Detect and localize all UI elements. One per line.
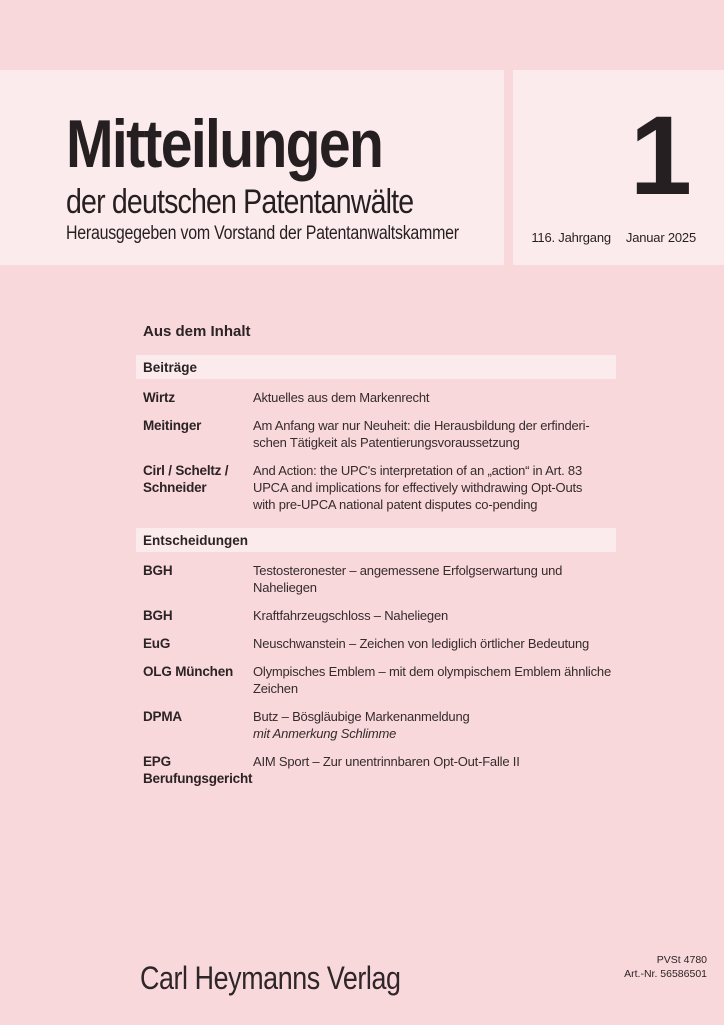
- toc-entry-note: mit Anmerkung Schlimme: [253, 726, 397, 741]
- toc-entry-title: Olympisches Emblem – mit dem olympischem Emblem ähnliche Zeichen: [253, 664, 611, 696]
- print-codes: [624, 954, 707, 981]
- toc-entry: [136, 753, 724, 787]
- toc-entry-title: Am Anfang war nur Neuheit: die Herausbildung der erfinderi- schen Tätigkeit als Patentierungsvoraussetzung: [253, 418, 590, 450]
- toc-entry-author: Cirl / Scheltz / Schneider: [143, 463, 229, 495]
- toc-entry-title: Butz – Bösgläubige Markenanmeldung: [253, 709, 470, 724]
- toc-entry: [136, 389, 724, 406]
- toc-entry-author: EPG Berufungsgericht: [143, 754, 253, 786]
- toc-entry-author: Meitinger: [143, 418, 202, 433]
- publisher-name: [140, 962, 450, 994]
- publisher-line-text: Herausgegeben vom Vorstand der Patentanwaltskammer: [66, 223, 459, 244]
- issue-panel: [513, 70, 724, 265]
- toc-entry-title: Kraftfahrzeugschloss – Naheliegen: [253, 608, 449, 623]
- issue-meta: [531, 230, 696, 245]
- section-label: Entscheidungen: [143, 532, 249, 548]
- toc-entry: [136, 607, 724, 624]
- issue-number: 1: [629, 93, 692, 218]
- publisher-line: [66, 224, 504, 245]
- toc-entry: [136, 635, 724, 652]
- toc-entry: [136, 708, 724, 742]
- toc-entry-title-with-note: [253, 708, 723, 742]
- postal-code: PVSt 4780: [656, 954, 707, 966]
- section-entries-entscheidungen: [136, 562, 724, 787]
- toc-entry-title: Aktuelles aus dem Markenrecht: [253, 390, 430, 405]
- journal-subtitle-text: der deutschen Patentanwälte: [66, 183, 414, 221]
- section-entries-beitraege: [136, 389, 724, 513]
- toc-heading: Aus dem Inhalt: [143, 323, 251, 340]
- toc-entry-title: Neuschwanstein – Zeichen von lediglich örtlicher Bedeutung: [253, 636, 589, 651]
- masthead-panel: [0, 70, 504, 265]
- toc-entry-author: OLG München: [143, 664, 234, 679]
- toc-entry-author: Wirtz: [143, 390, 175, 405]
- toc: [0, 265, 724, 798]
- section-label: Beiträge: [143, 359, 198, 375]
- toc-entry-title: AIM Sport – Zur unentrinnbaren Opt-Out-Falle II: [253, 754, 520, 769]
- toc-entry-author: DPMA: [143, 709, 182, 724]
- journal-title-text: Mitteilungen: [66, 106, 383, 182]
- toc-entry: [136, 462, 724, 513]
- toc-entry: [136, 417, 724, 451]
- publisher-name-text: Carl Heymanns Verlag: [140, 960, 401, 996]
- toc-entry-title: And Action: the UPC's interpretation of an „action“ in Art. 83 UPCA and implications for effectively withdrawing Opt-Outs with pre-UPCA national patent disputes co-pending: [253, 463, 583, 512]
- journal-subtitle: [66, 185, 504, 219]
- volume-label: 116. Jahrgang: [531, 230, 611, 245]
- article-number: Art.-Nr. 56586501: [624, 967, 707, 980]
- toc-entry: [136, 663, 724, 697]
- toc-entry: [136, 562, 724, 596]
- toc-entry-author: BGH: [143, 563, 173, 578]
- section-bar-beitraege: [136, 355, 616, 379]
- issue-date: Januar 2025: [625, 230, 696, 245]
- toc-entry-author: EuG: [143, 636, 171, 651]
- toc-entry-author: BGH: [143, 608, 173, 623]
- section-bar-entscheidungen: [136, 528, 616, 552]
- journal-title: [66, 106, 504, 182]
- toc-entry-title: Testosteronester – angemessene Erfolgserwartung und Naheliegen: [253, 563, 563, 595]
